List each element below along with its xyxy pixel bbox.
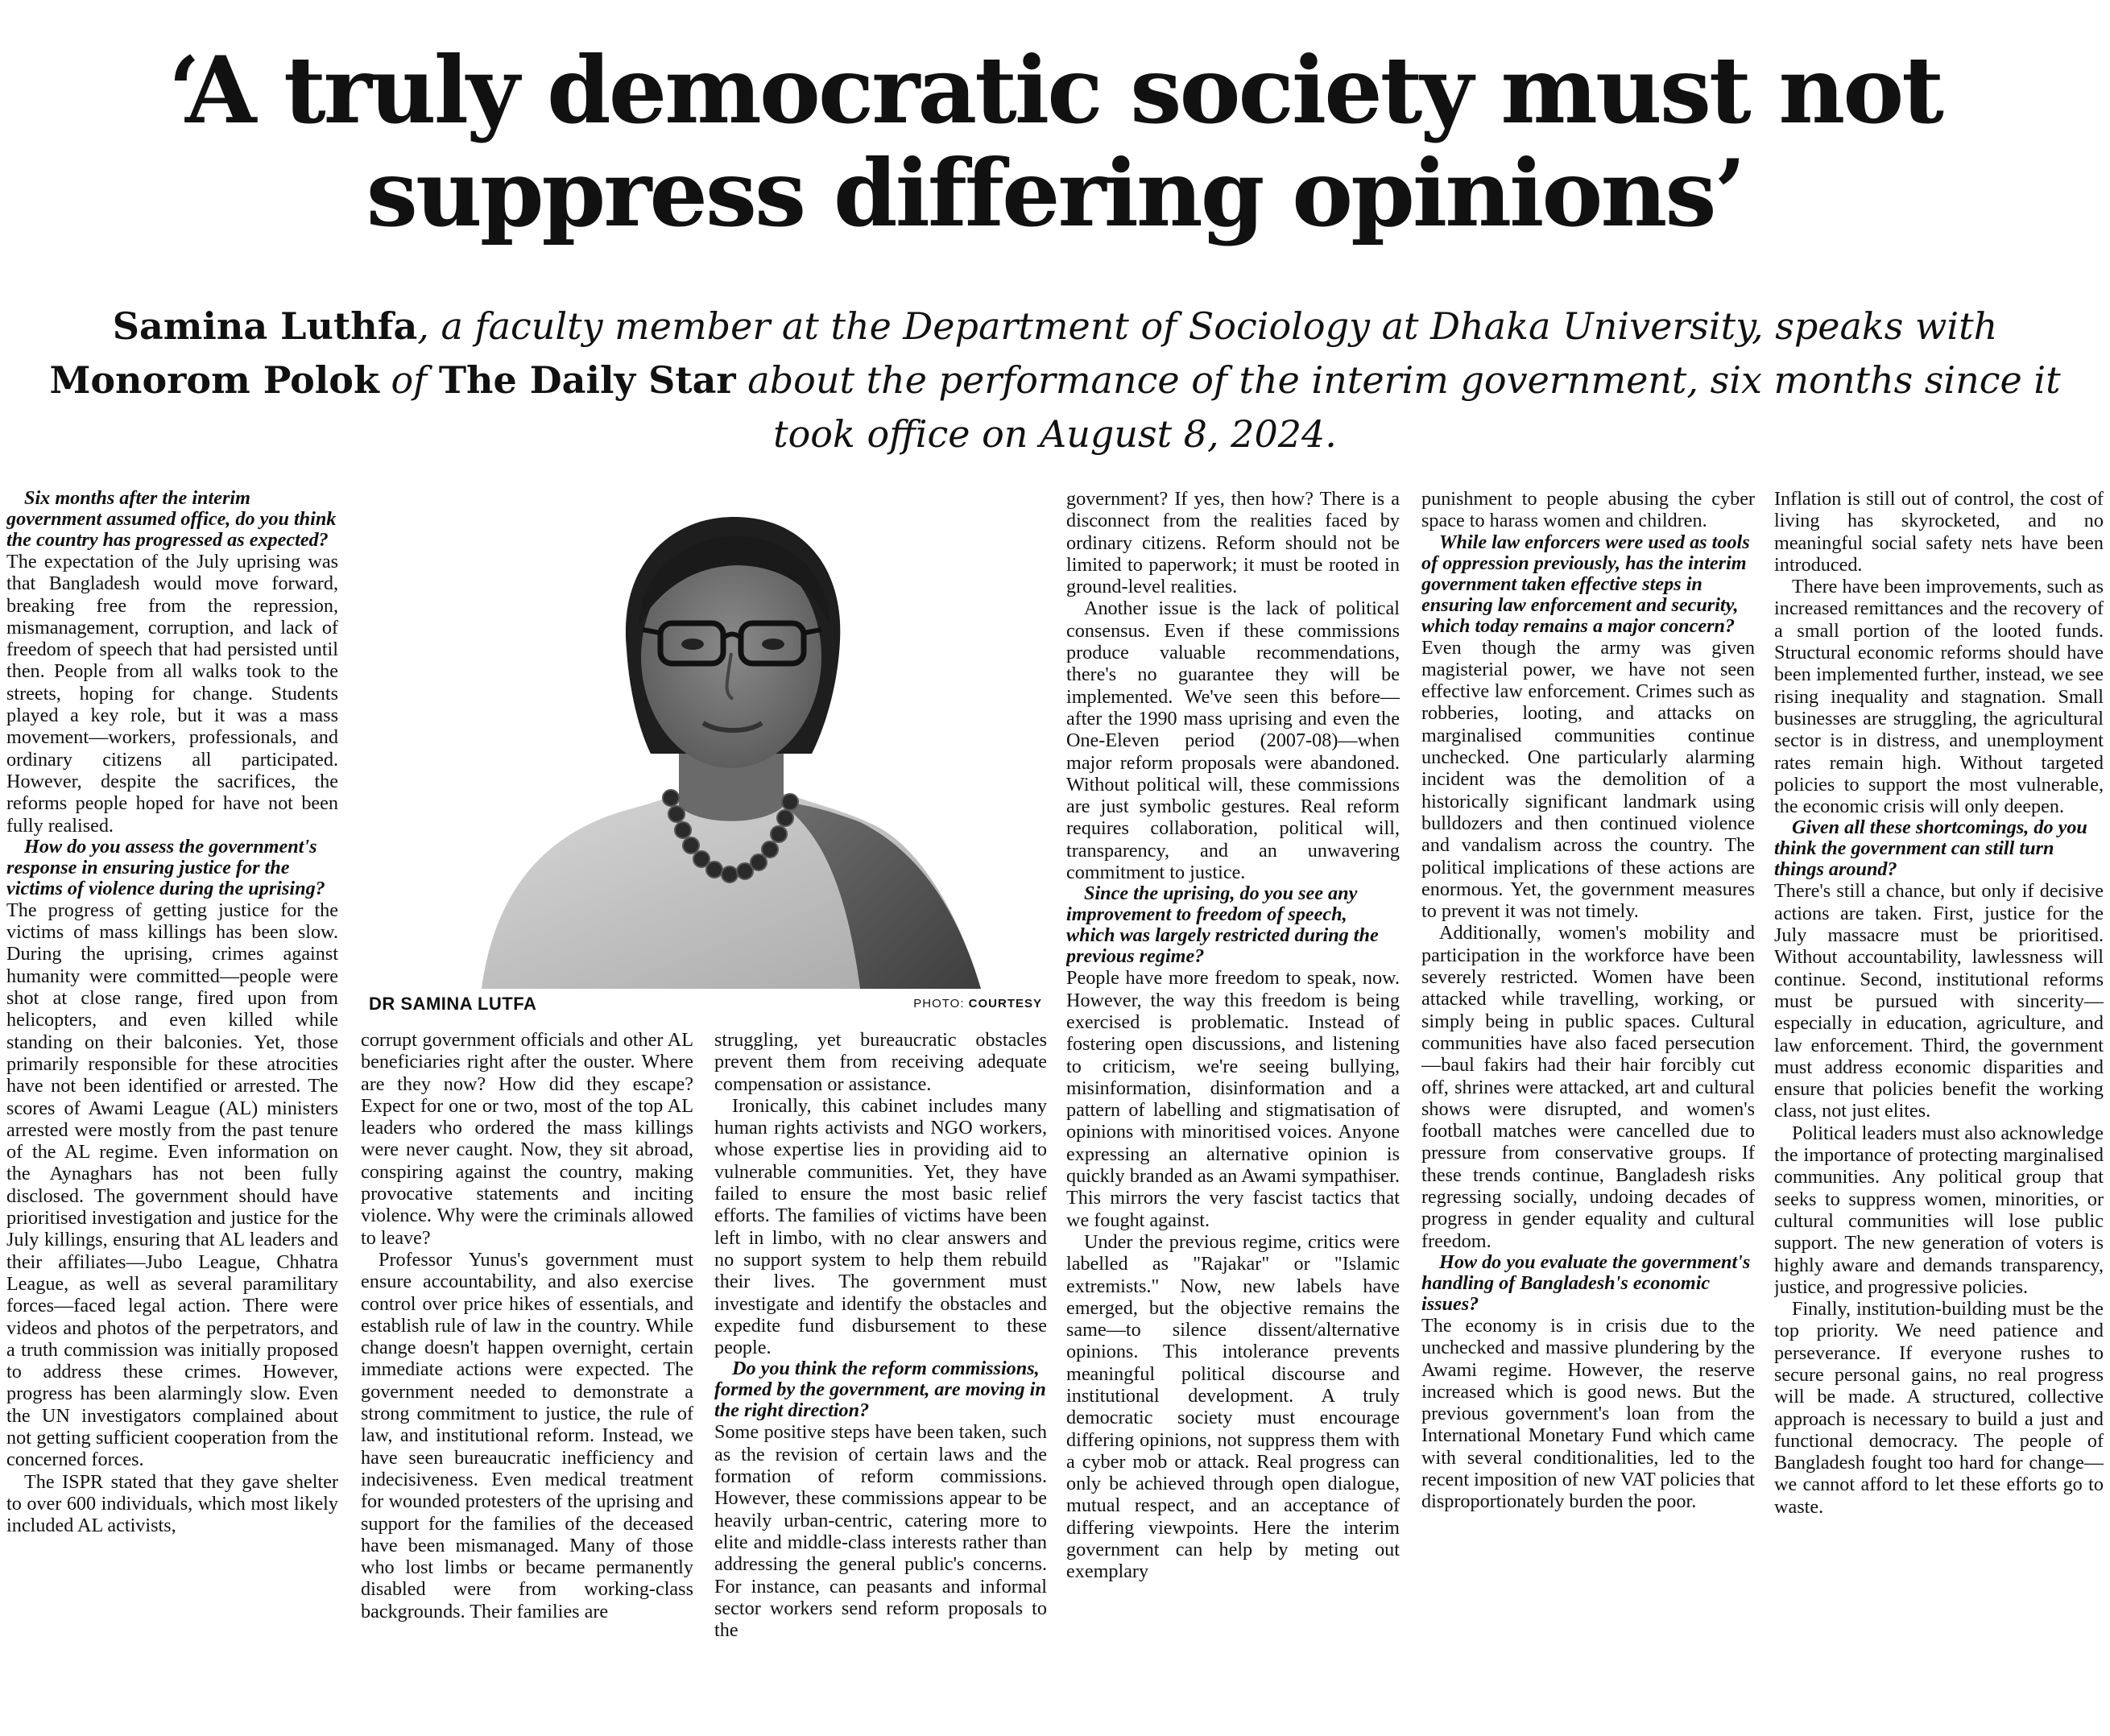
body-paragraph: punishment to people abusing the cyber space to harass women and children. [1421,488,1755,532]
question-heading: Since the uprising, do you see any improvement to freedom of speech, which was largely restricted during the previous regime? [1066,882,1379,968]
body-paragraph: The economy is in crisis due to the unchecked and massive plundering by the Awami regime. However, the reserve increased which is good news. But the previous government's loan from the International Monetary Fund which came with several conditionalities, led to the recent imposition of new VAT policies that disproportionately burden the poor. [1421,1314,1755,1513]
body-paragraph: Inflation is still out of control, the cost of living has skyrocketed, and no meaningful social safety nets have been introduced. [1774,488,2104,576]
question-heading: Do you think the reform commissions, formed by the government, are moving in the right direction? [714,1358,1046,1422]
body-paragraph: corrupt government officials and other AL beneficiaries right after the ouster. Where are they now? How did they escape? Expect for one or two, most of the top AL leaders who ordered the mass killings were never caught. Now, they sit abroad, conspiring against the country, making provocative statements and inciting violence. Why were the criminals allowed to leave? [361,1029,693,1249]
photo-caption [369,992,1042,1016]
deck-publication: The Daily Star [438,358,736,402]
deck [48,300,2062,461]
question-heading: How do you evaluate the government's handling of Bangladesh's economic issues? [1421,1250,1751,1315]
deck-interviewee: Samina Luthfa [112,304,418,348]
body-paragraph: Professor Yunus's government must ensure accountability, and also exercise control over price hikes of essentials, and establish rule of law in the country. While change doesn't happen overnight, certain immediate actions were expected. The government needed to demonstrate a strong commitment to justice, the rule of law, and institutional reform. Instead, we have seen bureaucratic inefficiency and indecisiveness. Even medical treatment for wounded protesters of the uprising and support for the families of the deceased have been mismanaged. Many of those who lost limbs or became permanently disabled were from working-class backgrounds. Their families are [361,1248,693,1622]
photo-credit [913,997,1042,1011]
column-1 [6,488,338,1728]
column-6 [1774,488,2104,1728]
column-2 [361,1029,693,1728]
question-heading: Given all these shortcomings, do you think the government can still turn things around? [1774,816,2087,881]
body-paragraph: People have more freedom to speak, now. However, the way this freedom is being exercised is problematic. Instead of fostering open discussions, and listening to criticism, we're seeing bullying, misinformation, disinformation and a pattern of labelling and stigmatisation of opinions with minoritised voices. Anyone expressing an alternative opinion is quickly branded as an Awami sympathiser. This mirrors the very fascist tactics that we fought against. [1066,967,1400,1231]
deck-text-1: , a faculty member at the Department of Sociology at Dhaka University, speaks with [417,304,1998,348]
question-heading: While law enforcers were used as tools of oppression previously, has the interim government taken effective steps in ensuring law enforcement and security, which today remains a major concern? [1421,531,1750,637]
body-paragraph: The expectation of the July uprising was that Bangladesh would move forward, breaking free from the repression, mismanagement, corruption, and lack of freedom of speech that had persisted until then. People from all walks took to the streets, hoping for change. Students played a key role, but it was a mass movement—workers, professionals, and ordinary citizens all participated. However, despite the sacrifices, the reforms people hoped for have not been fully realised. [6,551,338,837]
body-paragraph: The ISPR stated that they gave shelter to over 600 individuals, which most likely included AL activists, [6,1470,338,1537]
body-paragraph: struggling, yet bureaucratic obstacles prevent them from receiving adequate compensation or assistance. [714,1029,1047,1095]
deck-text-2: of [379,358,439,402]
body-paragraph: Even though the army was given magisterial power, we have not seen effective law enforcement. Crimes such as robberies, looting, and attacks on marginalised communities continue unchecked. One particularly alarming incident was the demolition of a historically significant landmark using bulldozers and then continued violence and vandalism across the country. The political implications of these actions are enormous. Yet, the government measures to prevent it was not timely. [1421,636,1755,923]
body-paragraph: Finally, institution-building must be the top priority. We need patience and perseverance. If everyone rushes to secure personal gains, no real progress will be made. A structured, collective approach is necessary to build a just and functional democracy. The people of Bangladesh fought too hard for change—we cannot afford to let these efforts go to waste. [1774,1298,2104,1518]
body-paragraph: Ironically, this cabinet includes many human rights activists and NGO workers, whose expertise lies in providing aid to vulnerable communities. Yet, they have failed to ensure the most basic relief efforts. The families of victims have been left in limbo, with no clear answers and no support system to help them rebuild their lives. The government must investigate and identify the obstacles and expedite fund disbursement to these people. [714,1094,1047,1359]
caption-name: DR SAMINA LUTFA [369,994,537,1014]
deck-text-3: about the performance of the interim government, six months since it took office on August 8, 2024. [735,358,2061,456]
column-5 [1421,488,1755,1728]
body-paragraph: There have been improvements, such as increased remittances and the recovery of a small portion of the looted funds. Structural economic reforms should have been implemented further, instead, we see rising inequality and stagnation. Small businesses are struggling, the agricultural sector is in distress, and unemployment rates remain high. Without targeted policies to support the most vulnerable, the economic crisis will only deepen. [1774,576,2104,818]
body-paragraph: Under the previous regime, critics were labelled as "Rajakar" or "Islamic extremists." Now, new labels have emerged, but the objective remains the same—to silence dissent/alternative opinions. This intolerance prevents meaningful political discourse and institutional development. A truly democratic society must encourage differing opinions, not suppress them with a cyber mob or attack. Real progress can only be achieved through open dialogue, mutual respect, and an acceptance of differing viewpoints. Here the interim government can help by meting out exemplary [1066,1230,1400,1583]
portrait-photo [361,488,1047,989]
column-4 [1066,488,1400,1728]
body-paragraph: Another issue is the lack of political consensus. Even if these commissions produce valuable recommendations, there's no guarantee they will be implemented. We've seen this before—after the 1990 mass uprising and even the One-Eleven period (2007-08)—when major reform proposals were abandoned. Without political will, these commissions are just symbolic gestures. Real reform requires collaboration, political will, transparency, and an unwavering commitment to justice. [1066,597,1400,884]
body-paragraph: government? If yes, then how? There is a disconnect from the realities faced by ordinary citizens. Reform should not be limited to paperwork; it must be rooted in ground-level realities. [1066,488,1400,598]
deck-interviewer: Monorom Polok [49,358,379,402]
body-paragraph: Additionally, women's mobility and participation in the workforce have been severely restricted. Women have been attacked while travelling, working, or simply being in public spaces. Cultural communities have also faced persecution—baul fakirs had their hair forcibly cut off, shrines were attacked, art and cultural shows were disrupted, and women's football matches were cancelled due to pressure from conservative groups. If these trends continue, Bangladesh risks regressing socially, undoing decades of progress in gender equality and cultural freedom. [1421,922,1755,1252]
question-heading: Six months after the interim government assumed office, do you think the country has progressed as expected? [6,488,337,551]
body-paragraph: Political leaders must also acknowledge the importance of protecting marginalised communities. Any political group that seeks to suppress women, minorities, or cultural communities will lose public support. The new generation of voters is highly aware and demands transparency, justice, and progressive policies. [1774,1122,2104,1298]
body-paragraph: The progress of getting justice for the victims of mass killings has been slow. During the uprising, crimes against humanity were committed—people were shot at close range, fired upon from helicopters, and even killed while standing on their balconies. Yet, those primarily responsible for these atrocities have not been identified or arrested. The scores of Awami League (AL) ministers arrested were mostly from the past tenure of the AL regime. Even information on the Aynaghars has not been fully disclosed. The government should have prioritised investigation and justice for the July killings, ensuring that AL leaders and their affiliates—Jubo League, Chhatra League, as well as several paramilitary forces—faced legal action. There were videos and photos of the perpetrators, and a truth commission was initially proposed to address these crimes. However, progress has been alarmingly slow. Even the UN investigators complained about not getting sufficient cooperation from the concerned forces. [6,899,338,1471]
photo-credit-value: COURTESY [968,997,1042,1011]
headline: ‘A truly democratic society must not suppress differing opinions’ [168,36,1942,247]
body-paragraph: Some positive steps have been taken, such as the revision of certain laws and the formation of reform commissions. However, these commissions appear to be heavily urban-centric, catering more to elite and middle-class interests rather than addressing the general public's concerns. For instance, can peasants and informal sector workers send reform proposals to the [714,1421,1047,1642]
body-paragraph: There's still a chance, but only if decisive actions are taken. First, justice for the July massacre must be prioritised. Without accountability, lawlessness will continue. Second, institutional reforms must be pursued with sincerity—especially in education, agriculture, and law enforcement. Third, the government must address economic disparities and ensure that policies benefit the working class, not just elites. [1774,880,2104,1122]
column-3 [714,1029,1047,1728]
photo-credit-label: PHOTO: [913,997,969,1011]
question-heading: How do you assess the government's response in ensuring justice for the victims of violence during the uprising? [6,835,325,899]
